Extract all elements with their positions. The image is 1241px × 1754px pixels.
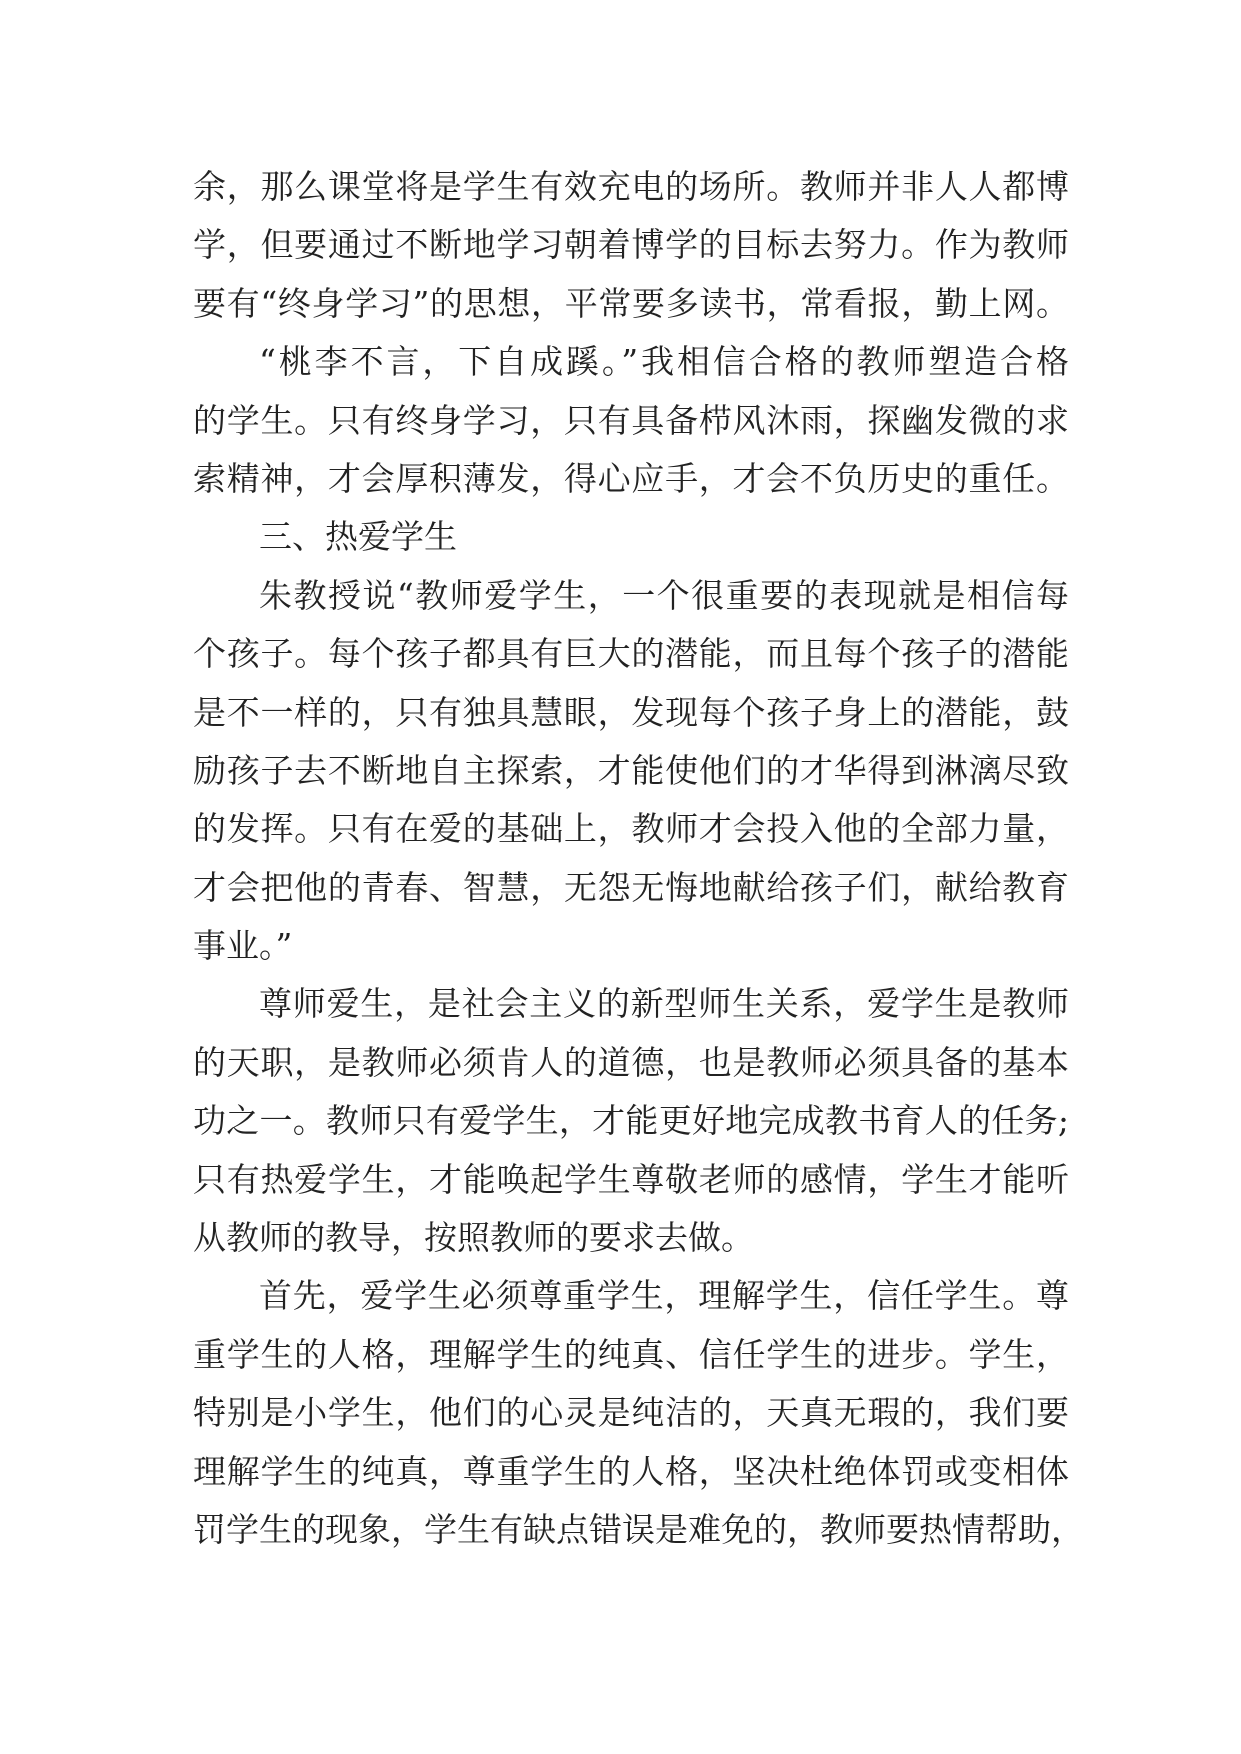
text-line: 理解学生的纯真，尊重学生的人格，坚决杜绝体罚或变相体 [193, 1451, 1069, 1491]
text-line: 特别是小学生，他们的心灵是纯洁的，天真无瑕的，我们要 [193, 1393, 1069, 1433]
text-line: 尊师爱生，是社会主义的新型师生关系，爱学生是教师 [259, 984, 1069, 1024]
text-line: 重学生的人格，理解学生的纯真、信任学生的进步。学生， [193, 1334, 1069, 1374]
text-line: 首先，爱学生必须尊重学生，理解学生，信任学生。尊 [259, 1276, 1069, 1316]
text-line: 功之一。教师只有爱学生，才能更好地完成教书育人的任务; [193, 1101, 1069, 1141]
text-line: “桃李不言，下自成蹊。”我相信合格的教师塑造合格 [259, 342, 1069, 382]
text-line: 朱教授说“教师爱学生，一个很重要的表现就是相信每 [259, 575, 1069, 615]
text-line: 索精神，才会厚积薄发，得心应手，才会不负历史的重任。 [193, 458, 1069, 498]
text-line: 才会把他的青春、智慧，无怨无悔地献给孩子们，献给教育 [193, 867, 1069, 907]
text-line: 要有“终身学习”的思想，平常要多读书，常看报，勤上网。 [193, 283, 1069, 323]
text-line: 的发挥。只有在爱的基础上，教师才会投入他的全部力量， [193, 809, 1069, 849]
text-line: 余，那么课堂将是学生有效充电的场所。教师并非人人都博 [193, 167, 1069, 206]
text-line: 学，但要通过不断地学习朝着博学的目标去努力。作为教师 [193, 225, 1069, 265]
text-line: 个孩子。每个孩子都具有巨大的潜能，而且每个孩子的潜能 [193, 634, 1069, 674]
text-line: 从教师的教导，按照教师的要求去做。 [193, 1218, 754, 1258]
text-line: 罚学生的现象，学生有缺点错误是难免的，教师要热情帮助， [193, 1509, 1084, 1549]
text-line: 的学生。只有终身学习，只有具备栉风沐雨，探幽发微的求 [193, 400, 1069, 440]
text-line: 只有热爱学生，才能唤起学生尊敬老师的感情，学生才能听 [193, 1159, 1069, 1199]
text-line: 事业。” [193, 926, 293, 966]
text-line: 励孩子去不断地自主探索，才能使他们的才华得到淋漓尽致 [193, 750, 1069, 790]
text-line: 的天职，是教师必须肯人的道德，也是教师必须具备的基本 [193, 1042, 1069, 1082]
text-line: 三、热爱学生 [259, 517, 457, 557]
document-body [193, 158, 1084, 1559]
text-line: 是不一样的，只有独具慧眼，发现每个孩子身上的潜能，鼓 [193, 692, 1069, 732]
